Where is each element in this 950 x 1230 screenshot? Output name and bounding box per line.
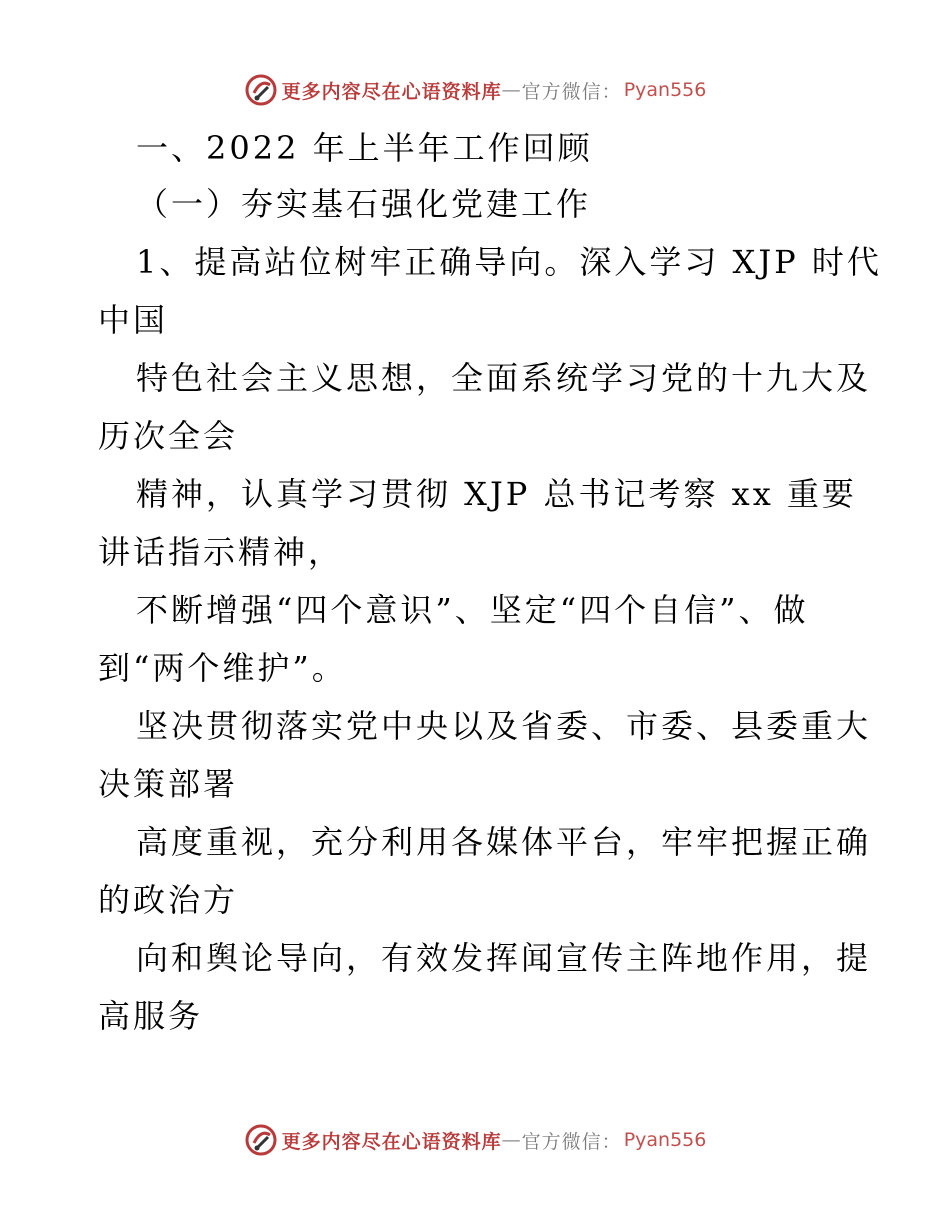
- banner-separator: —: [501, 1129, 522, 1151]
- paragraph-line: 不断增强“四个意识”、坚定“四个自信”、做: [136, 591, 809, 629]
- section-heading: 一、2022 年上半年工作回顾: [136, 129, 593, 167]
- paragraph-line: 中国: [98, 301, 169, 339]
- banner-main-text: 更多内容尽在心语资料库: [281, 1130, 502, 1153]
- paragraph-line: 的政治方: [98, 881, 239, 919]
- banner-label: 官方微信：: [521, 1130, 622, 1153]
- banner-handle: Pyan556: [623, 79, 707, 101]
- paragraph-line: 历次全会: [98, 417, 239, 455]
- paragraph-line: 1、提高站位树牢正确导向。深入学习 XJP 时代: [136, 243, 882, 281]
- paragraph-line: 高服务: [98, 997, 204, 1035]
- paragraph-line: 讲话指示精神，: [98, 533, 344, 571]
- brand-logo-icon: [244, 73, 278, 107]
- paragraph-line: 高度重视，充分利用各媒体平台，牢牢把握正确: [136, 823, 872, 861]
- paragraph-line: 决策部署: [98, 765, 239, 803]
- brand-logo-icon: [244, 1123, 278, 1157]
- banner-label: 官方微信：: [521, 80, 622, 103]
- header-banner: [0, 70, 950, 110]
- banner-main-text: 更多内容尽在心语资料库: [281, 80, 502, 103]
- paragraph-line: 精神，认真学习贯彻 XJP 总书记考察 xx 重要: [136, 475, 857, 513]
- footer-banner: [0, 1120, 950, 1160]
- banner-separator: —: [501, 79, 522, 101]
- paragraph-line: 特色社会主义思想，全面系统学习党的十九大及: [136, 359, 872, 397]
- paragraph-line: 到“两个维护”。: [98, 649, 347, 687]
- paragraph-line: 向和舆论导向，有效发挥闻宣传主阵地作用，提: [136, 939, 872, 977]
- subsection-heading: （一）夯实基石强化党建工作: [136, 185, 592, 223]
- paragraph-line: 坚决贯彻落实党中央以及省委、市委、县委重大: [136, 707, 872, 745]
- banner-handle: Pyan556: [623, 1129, 707, 1151]
